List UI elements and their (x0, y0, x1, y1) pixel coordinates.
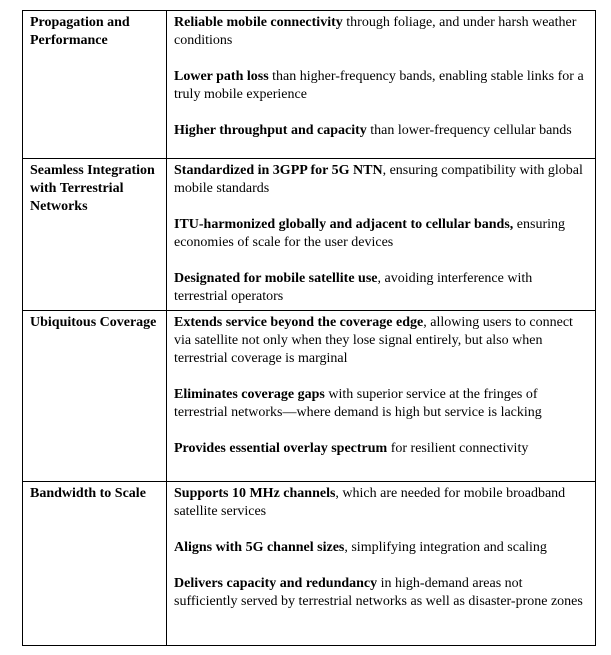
feature-lead: Standardized in 3GPP for 5G NTN (174, 163, 383, 178)
feature-lead: Aligns with 5G channel sizes (174, 540, 345, 555)
feature-paragraph (174, 539, 588, 557)
category-label: Propagation and Performance (30, 15, 130, 48)
description-cell (167, 482, 596, 646)
feature-lead: ITU-harmonized globally and adjacent to cellular bands, (174, 217, 514, 232)
feature-text: , allowing users to connect via satellite not only when they lose signal entirely, but also when terrestrial coverage is marginal (174, 315, 573, 366)
description-cell (167, 11, 596, 159)
feature-text: than lower-frequency cellular bands (366, 123, 572, 138)
band-benefits-table (22, 10, 596, 646)
category-cell (23, 159, 167, 311)
description-cell (167, 311, 596, 482)
category-label: Seamless Integration with Terrestrial Networks (30, 163, 155, 214)
description-cell (167, 159, 596, 311)
feature-lead: Extends service beyond the coverage edge (174, 315, 424, 330)
category-cell (23, 311, 167, 482)
table-row (23, 159, 596, 311)
feature-paragraph (174, 14, 588, 50)
feature-lead: Supports 10 MHz channels (174, 486, 336, 501)
feature-paragraph (174, 270, 588, 306)
feature-lead: Designated for mobile satellite use (174, 271, 378, 286)
category-cell (23, 482, 167, 646)
feature-text: , simplifying integration and scaling (344, 540, 547, 555)
table-row (23, 311, 596, 482)
table-row (23, 11, 596, 159)
feature-paragraph (174, 68, 588, 104)
feature-lead: Provides essential overlay spectrum (174, 441, 388, 456)
feature-text: than higher-frequency bands, enabling stable links for a truly mobile experience (174, 69, 584, 102)
table-row (23, 482, 596, 646)
feature-lead: Eliminates coverage gaps (174, 387, 325, 402)
category-cell (23, 11, 167, 159)
feature-text: through foliage, and under harsh weather conditions (174, 15, 577, 48)
feature-text: in high-demand areas not sufficiently served by terrestrial networks as well as disaster-prone zones (174, 576, 583, 609)
feature-paragraph (174, 575, 588, 611)
category-label: Ubiquitous Coverage (30, 315, 157, 330)
feature-paragraph (174, 386, 588, 422)
feature-text: with superior service at the fringes of terrestrial networks—where demand is high but service is lacking (174, 387, 542, 420)
feature-text: , ensuring compatibility with global mobile standards (174, 163, 583, 196)
feature-lead: Reliable mobile connectivity (174, 15, 343, 30)
feature-text: ensuring economies of scale for the user devices (174, 217, 565, 250)
feature-text: , which are needed for mobile broadband satellite services (174, 486, 566, 519)
feature-paragraph (174, 440, 588, 458)
feature-paragraph (174, 162, 588, 198)
feature-text: for resilient connectivity (387, 441, 529, 456)
feature-paragraph (174, 314, 588, 368)
feature-paragraph (174, 216, 588, 252)
feature-lead: Delivers capacity and redundancy (174, 576, 378, 591)
feature-text: , avoiding interference with terrestrial operators (174, 271, 533, 304)
feature-paragraph (174, 122, 588, 140)
feature-lead: Higher throughput and capacity (174, 123, 367, 138)
category-label: Bandwidth to Scale (30, 486, 146, 501)
feature-lead: Lower path loss (174, 69, 269, 84)
feature-paragraph (174, 485, 588, 521)
